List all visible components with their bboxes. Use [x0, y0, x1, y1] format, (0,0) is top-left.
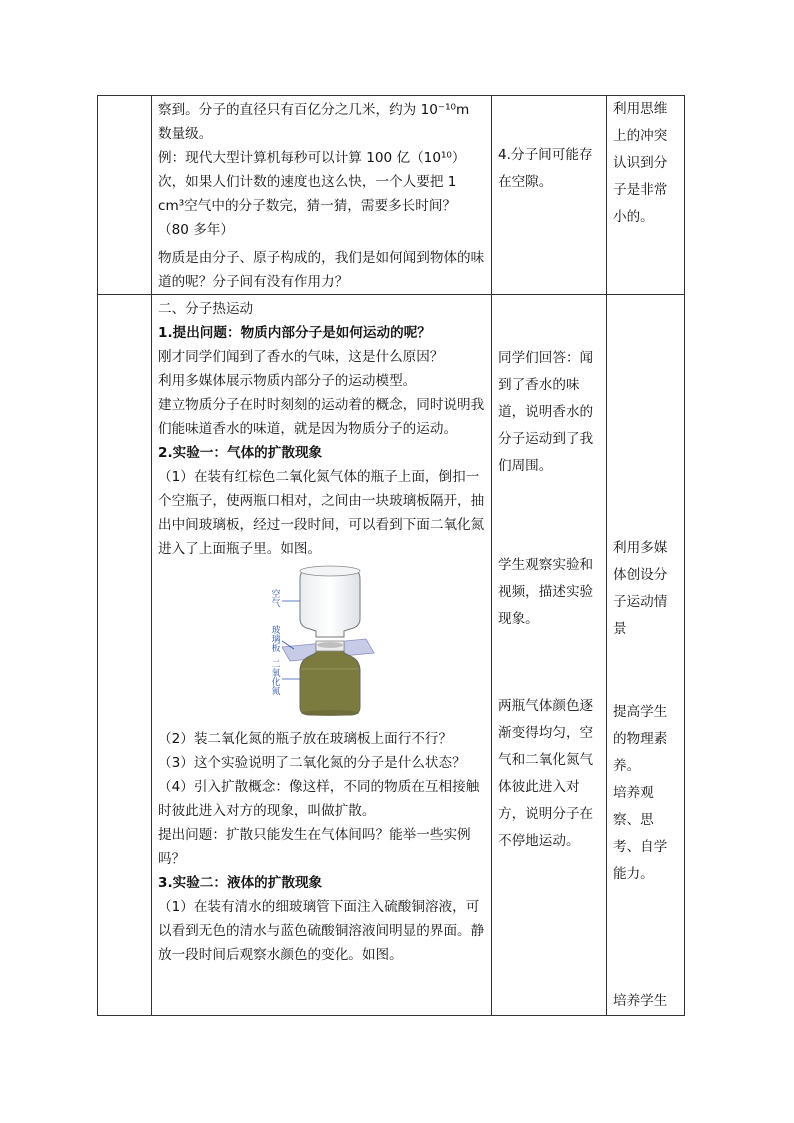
content-line: 利用多媒体展示物质内部分子的运动模型。	[158, 373, 417, 389]
experiment-question: （4）引入扩散概念：像这样，不同的物质在互相接触时彼此进入对方的现象，叫做扩散。	[158, 779, 480, 819]
student-cell	[492, 96, 607, 295]
experiment-description: （1）在装有红棕色二氧化氮气体的瓶子上面，倒扣一个空瓶子，使两瓶口相对，之间由一块玻璃板隔开，抽出中间玻璃板，经过一段时间，可以看到下面二氧化氮进入了上面瓶子里。如图。	[158, 469, 485, 557]
table-row	[98, 295, 685, 1016]
student-activity: 两瓶气体颜色逐渐变得均匀，空气和二氧化氮气体彼此进入对方，说明分子在不停地运动。	[498, 698, 594, 849]
content-paragraph: 例：现代大型计算机每秒可以计算 100 亿（10¹⁰）次，如果人们计数的速度也这么快，一个人要把 1 cm³空气中的分子数完，猜一猜，需要多长时间？（80 多年）	[158, 150, 466, 238]
stage-cell	[98, 295, 152, 1016]
no2-label: 二 氧 化 氮	[271, 660, 281, 697]
glass-label: 玻 璃 板	[271, 626, 281, 654]
content-cell	[152, 295, 492, 1016]
design-intent: 培养观察、思考、自学能力。	[613, 785, 668, 882]
stage-cell	[98, 96, 152, 295]
content-cell	[152, 96, 492, 295]
content-paragraph: 物质是由分子、原子构成的，我们是如何闻到物体的味道的呢？分子间有没有作用力？	[158, 250, 485, 290]
experiment-question: 提出问题：扩散只能发生在气体间吗？能举一些实例吗？	[158, 827, 471, 867]
intent-cell	[607, 96, 685, 295]
section-title: 二、分子热运动	[158, 301, 254, 317]
content-line: 建立物质分子在时时刻刻的运动着的概念，同时说明我们能味道香水的味道，就是因为物质分子的运动。	[158, 397, 485, 437]
intent-cell	[607, 295, 685, 1016]
design-intent: 利用思维上的冲突认识到分子是非常小的。	[613, 101, 668, 225]
content-paragraph: 察到。分子的直径只有百亿分之几米，约为 10⁻¹⁰m 数量级。	[158, 102, 470, 142]
design-intent: 培养学生	[613, 993, 668, 1009]
design-intent: 提高学生的物理素养。	[613, 704, 668, 774]
experiment-description: （1）在装有清水的细玻璃管下面注入硫酸铜溶液，可以看到无色的清水与蓝色硫酸铜溶液间明显的界面。静放一段时间后观察水颜色的变化。如图。	[158, 899, 485, 963]
lesson-table	[97, 95, 685, 1016]
question-title: 1.提出问题：物质内部分子是如何运动的呢？	[158, 325, 431, 341]
experiment-title: 3.实验二：液体的扩散现象	[158, 875, 323, 891]
student-activity: 同学们回答：闻到了香水的味道，说明香水的分子运动到了我们周围。	[498, 350, 594, 474]
experiment-question: （2）装二氧化氮的瓶子放在玻璃板上面行不行？	[158, 731, 453, 747]
experiment-title: 2.实验一：气体的扩散现象	[158, 445, 323, 461]
content-line: 刚才同学们闻到了香水的气味，这是什么原因？	[158, 349, 444, 365]
bottle-illustration	[270, 561, 380, 727]
diffusion-figure	[158, 561, 485, 727]
student-cell	[492, 295, 607, 1016]
design-intent: 利用多媒体创设分子运动情景	[613, 540, 668, 637]
table-row	[98, 96, 685, 295]
student-activity: 4.分子间可能存在空隙。	[498, 147, 593, 190]
air-label: 空 气	[271, 590, 281, 609]
student-activity: 学生观察实验和视频，描述实验现象。	[498, 557, 594, 627]
experiment-question: （3）这个实验说明了二氧化氮的分子是什么状态？	[158, 755, 466, 771]
